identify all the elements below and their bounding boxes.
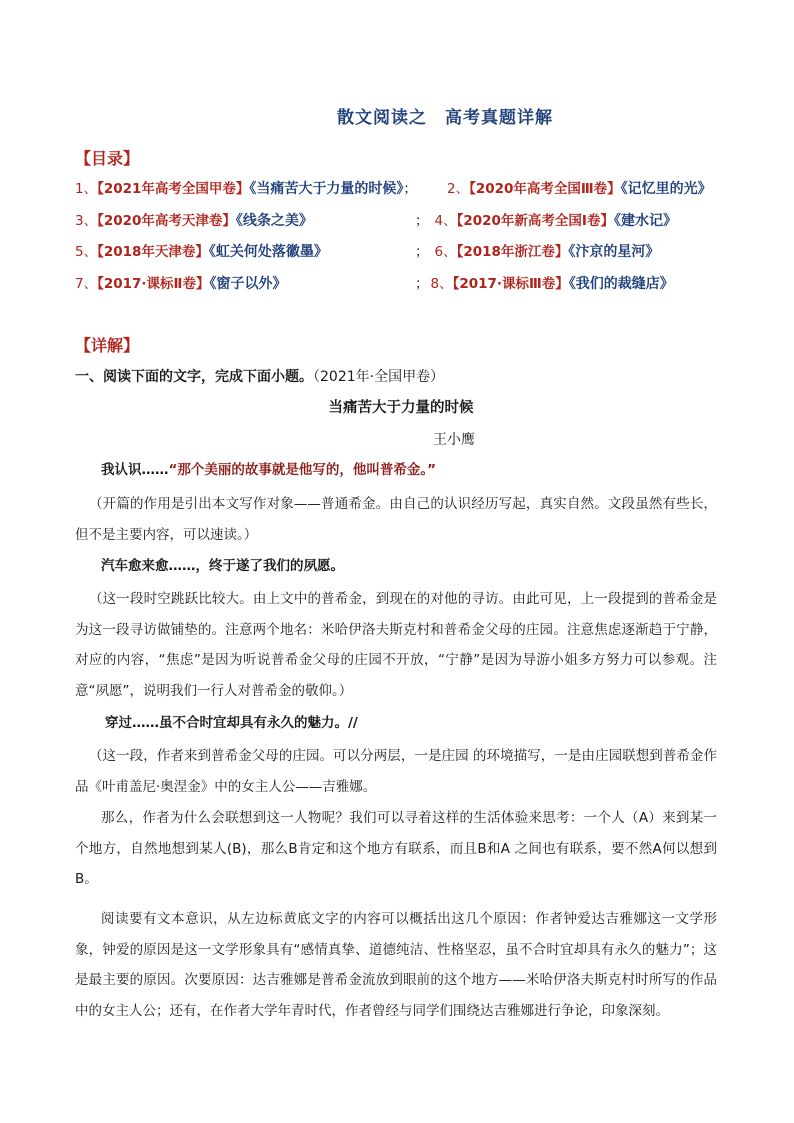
toc-work-title: 《建水记》 bbox=[613, 213, 677, 229]
page-title-sub: 高考真题详解 bbox=[445, 108, 553, 128]
toc-separator: ； bbox=[415, 213, 429, 229]
toc-work-title: 《我们的裁缝店》 bbox=[568, 276, 674, 292]
paragraph-6: （这一段，作者来到普希金父母的庄园。可以分两层，一是庄园 的环境描写，一是由庄园联想到普希金作品《叶甫盖尼·奥涅金》中的女主人公——吉雅娜。 bbox=[75, 748, 717, 795]
toc-source: 【2021年高考全国甲卷】 bbox=[97, 181, 250, 197]
toc-item-8[interactable] bbox=[415, 272, 674, 293]
toc-number: 8、 bbox=[430, 276, 453, 292]
toc-source: 【2017·课标Ⅱ卷】 bbox=[97, 276, 210, 292]
toc-separator: ； bbox=[403, 181, 417, 197]
article-title: 当痛苦大于力量的时候 bbox=[328, 400, 474, 416]
toc-item-2[interactable] bbox=[447, 177, 712, 198]
paragraph-2: （开篇的作用是引出本文写作对象——普通希金。由自己的认识经历写起，真实自然。文段虽然有些长，但不是主要内容，可以速读。） bbox=[75, 496, 717, 543]
toc-number: 7、 bbox=[75, 276, 98, 292]
question-source: （2021年·全国甲卷） bbox=[313, 369, 445, 385]
paragraph-lead: 我认识…… bbox=[101, 462, 169, 478]
question-heading bbox=[75, 366, 444, 386]
toc-number: 1、 bbox=[75, 181, 98, 197]
toc-source: 【2020年高考天津卷】 bbox=[97, 213, 236, 229]
toc-item-4[interactable] bbox=[415, 209, 677, 230]
toc-work-title: 《当痛苦大于力量的时候》 bbox=[249, 181, 404, 197]
toc-source: 【2017·课标Ⅲ卷】 bbox=[452, 276, 569, 292]
toc-source: 【2020年新高考全国Ⅰ卷】 bbox=[456, 213, 614, 229]
toc-heading: 【目录】 bbox=[75, 149, 140, 168]
toc-source: 【2018年浙江卷】 bbox=[456, 244, 569, 260]
page-title-main: 散文阅读之 bbox=[337, 108, 427, 128]
paragraph-5: 穿过……虽不合时宜却具有永久的魅力。// bbox=[105, 715, 358, 731]
toc-item-1[interactable] bbox=[75, 177, 417, 198]
toc-work-title: 《记忆里的光》 bbox=[620, 181, 712, 197]
detail-heading: 【详解】 bbox=[75, 336, 140, 355]
toc-item-7[interactable] bbox=[75, 272, 286, 293]
toc-item-5[interactable] bbox=[75, 240, 328, 261]
toc-number: 4、 bbox=[434, 213, 457, 229]
page-title bbox=[0, 103, 794, 128]
toc-number: 3、 bbox=[75, 213, 98, 229]
toc-separator: ； bbox=[415, 244, 429, 260]
article-author: 王小鹰 bbox=[433, 432, 475, 448]
question-instruction: 一、阅读下面的文字，完成下面小题。 bbox=[75, 369, 313, 385]
toc-number: 2、 bbox=[447, 181, 470, 197]
toc-work-title: 《线条之美》 bbox=[235, 213, 313, 229]
paragraph-7: 那么，作者为什么会联想到这一人物呢？我们可以寻着这样的生活体验来思考：一个人（A）来到某一个地方，自然地想到某人(B)，那么B肯定和这个地方有联系，而且B和A 之间也有联系，要不然A何以想到B。 bbox=[75, 810, 717, 887]
toc-work-title: 《汴京的星河》 bbox=[568, 244, 660, 260]
paragraph-4: （这一段时空跳跃比较大。由上文中的普希金，到现在的对他的寻访。由此可见，上一段提到的普希金是为这一段寻访做铺垫的。注意两个地名：米哈伊洛夫斯克村和普希金父母的庄园。注意焦虑逐渐趋于宁静，对应的内容，“焦虑”是因为听说普希金父母的庄园不开放，“宁静”是因为导游小姐多方努力可以参观。注意“夙愿”，说明我们一行人对普希金的敬仰。） bbox=[75, 591, 717, 699]
toc-number: 5、 bbox=[75, 244, 98, 260]
highlight-quote: “那个美丽的故事就是他写的，他叫普希金。” bbox=[168, 462, 436, 478]
paragraph-1 bbox=[75, 455, 717, 486]
toc-item-6[interactable] bbox=[415, 240, 659, 261]
toc-work-title: 《窗子以外》 bbox=[209, 276, 287, 292]
paragraph-8: 阅读要有文本意识，从左边标黄底文字的内容可以概括出这几个原因：作者钟爱达吉雅娜这一文学形象，钟爱的原因是这一文学形象具有“感情真挚、道德纯洁、性格坚忍，虽不合时宜却具有永久的魅力”；这是最主要的原因。次要原因：达吉雅娜是普希金流放到眼前的这个地方——米哈伊洛夫斯克村时所写的作品中的女主人公；还有，在作者大学年青时代，作者曾经与同学们围绕达吉雅娜进行争论，印象深刻。 bbox=[75, 911, 717, 1019]
toc-item-3[interactable] bbox=[75, 209, 313, 230]
toc-number: 6、 bbox=[434, 244, 457, 260]
toc-separator: ； bbox=[415, 276, 429, 292]
toc-source: 【2020年高考全国Ⅲ卷】 bbox=[469, 181, 621, 197]
toc-work-title: 《虹关何处落徽墨》 bbox=[208, 244, 328, 260]
paragraph-3: 汽车愈来愈……，终于遂了我们的夙愿。 bbox=[101, 558, 344, 574]
toc-source: 【2018年天津卷】 bbox=[97, 244, 209, 260]
